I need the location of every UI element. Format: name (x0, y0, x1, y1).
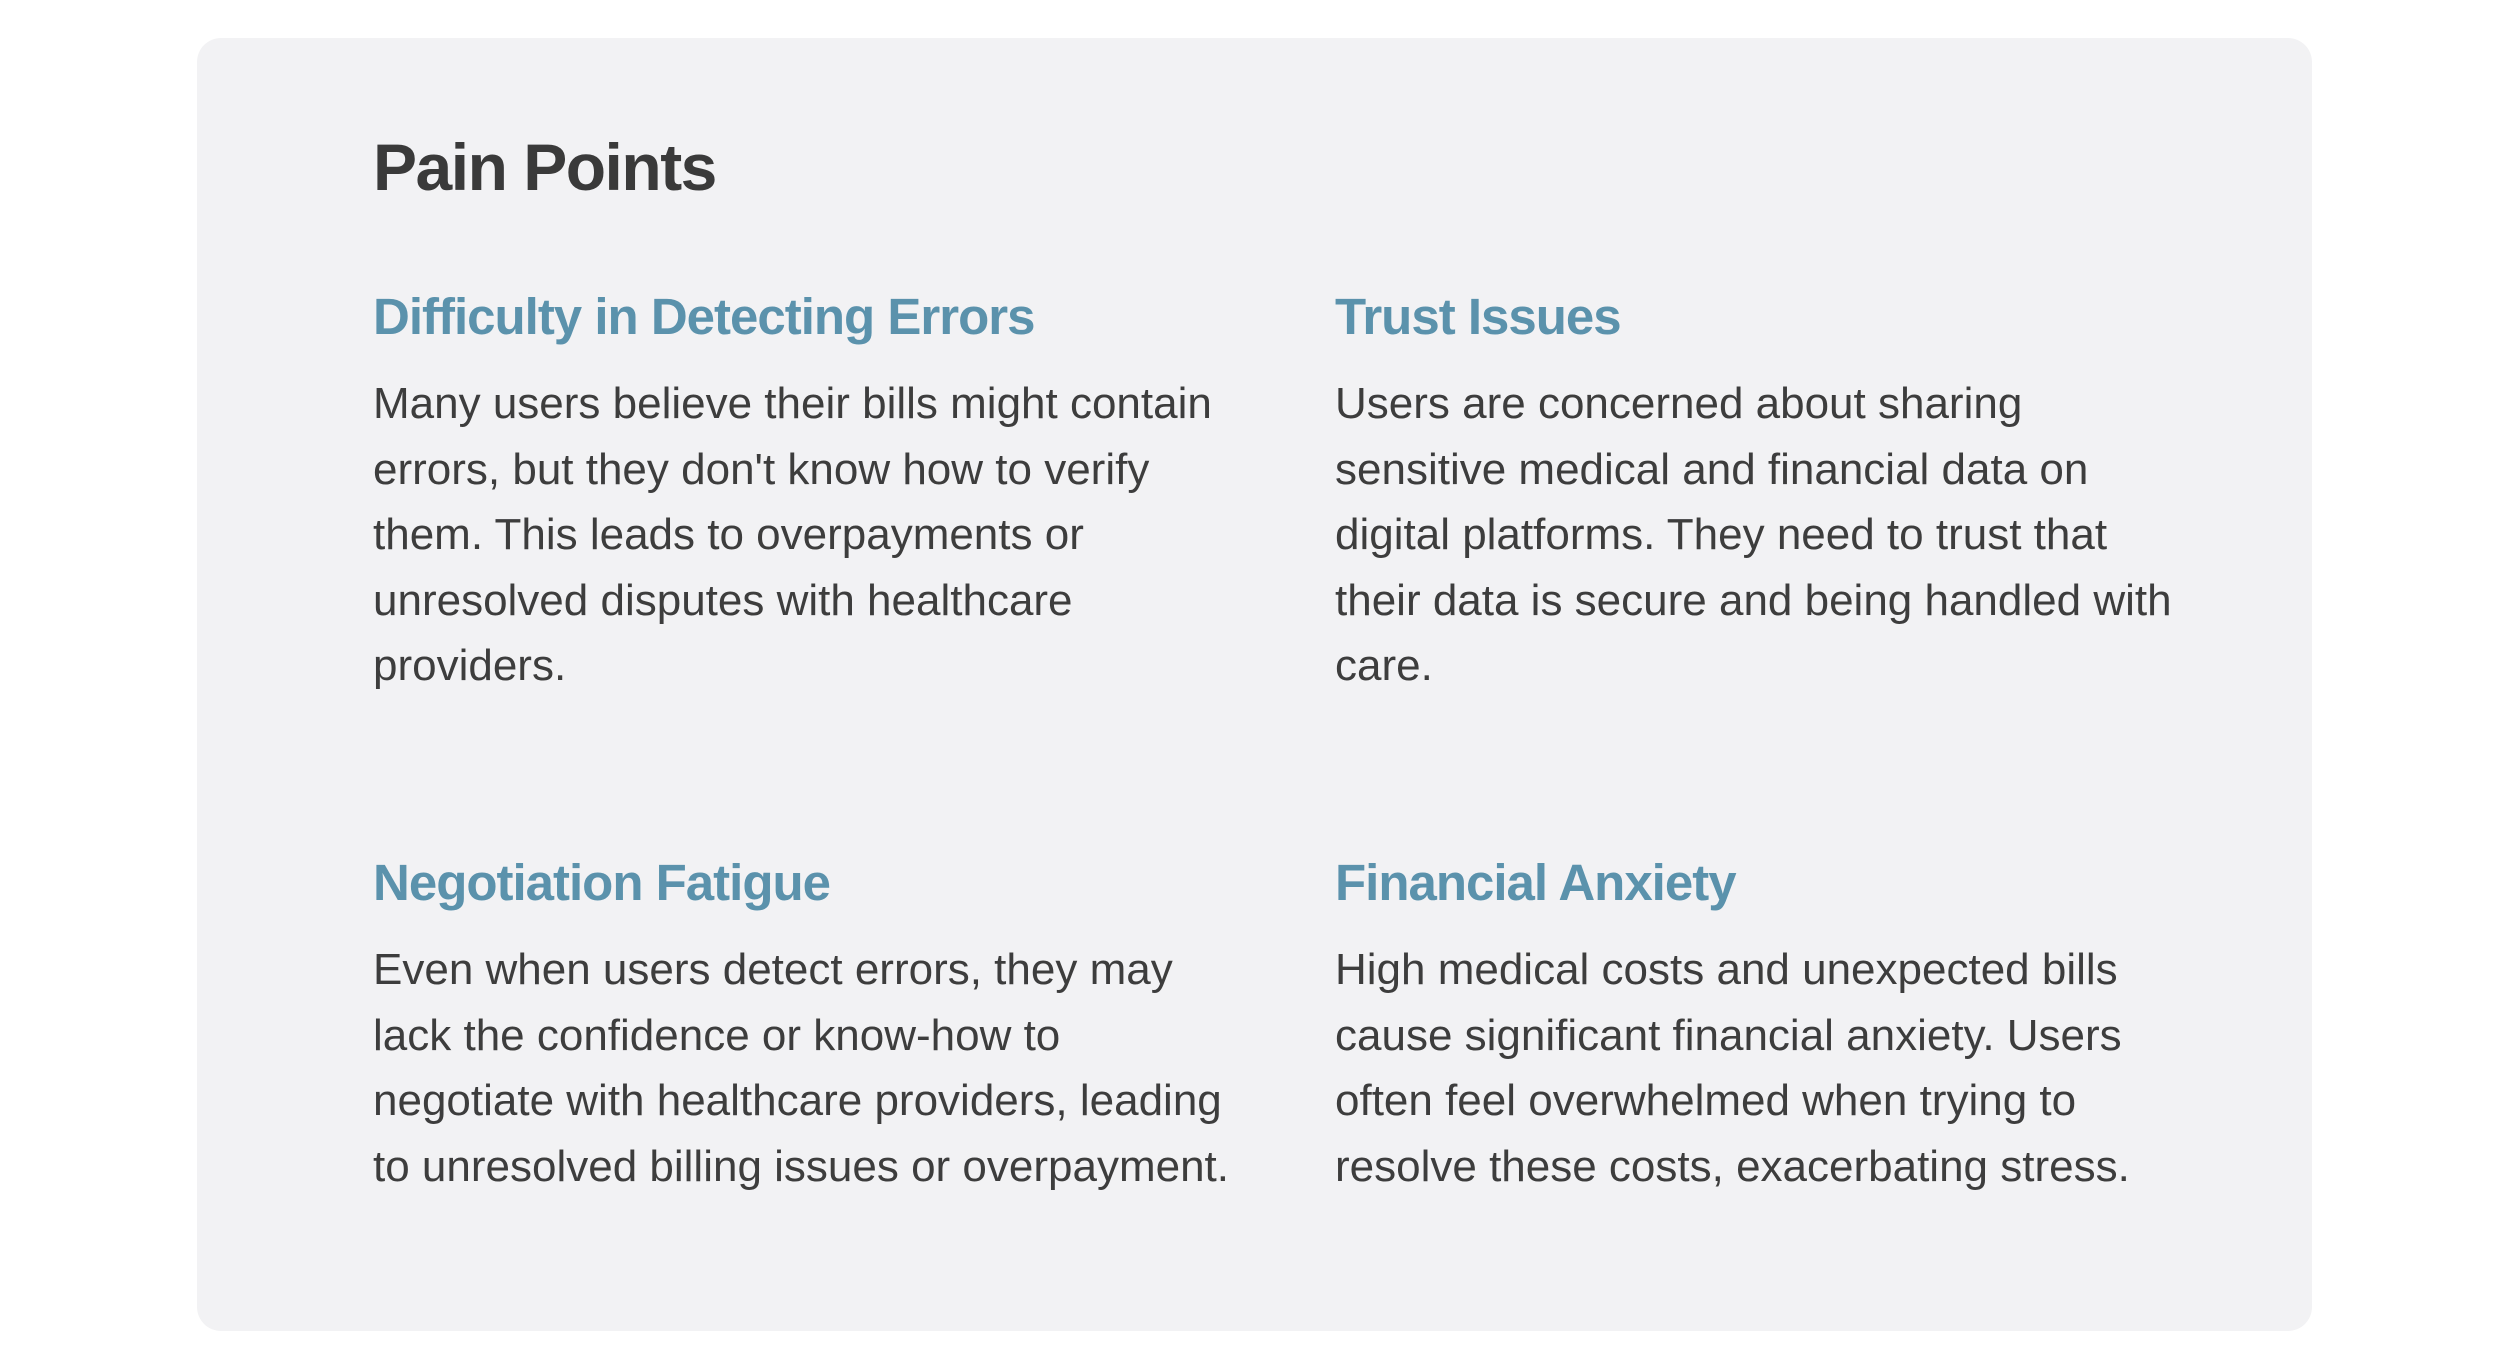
pain-point-detecting-errors (373, 285, 1233, 699)
pain-point-description: Users are concerned about sharing sensitive medical and financial data on digital platforms. They need to trust that their data is secure and being handled with care. (1335, 379, 2172, 690)
pain-point-financial-anxiety (1335, 851, 2195, 1199)
pain-point-description: Even when users detect errors, they may lack the confidence or know-how to negotiate with healthcare providers, leading to unresolved billing issues or overpayment. (373, 945, 1230, 1191)
pain-point-heading: Negotiation Fatigue (373, 854, 830, 911)
pain-points-card (197, 38, 2312, 1331)
pain-point-trust-issues (1335, 285, 2195, 699)
pain-point-heading: Trust Issues (1335, 288, 1621, 345)
pain-point-description: Many users believe their bills might contain errors, but they don't know how to verify them. This leads to overpayments or unresolved disputes with healthcare providers. (373, 379, 1212, 690)
pain-point-negotiation-fatigue (373, 851, 1233, 1199)
section-title: Pain Points (373, 130, 716, 204)
pain-point-description: High medical costs and unexpected bills cause significant financial anxiety. Users often feel overwhelmed when trying to resolve these costs, exacerbating stress. (1335, 945, 2130, 1191)
pain-point-heading: Difficulty in Detecting Errors (373, 288, 1035, 345)
pain-point-heading: Financial Anxiety (1335, 854, 1736, 911)
